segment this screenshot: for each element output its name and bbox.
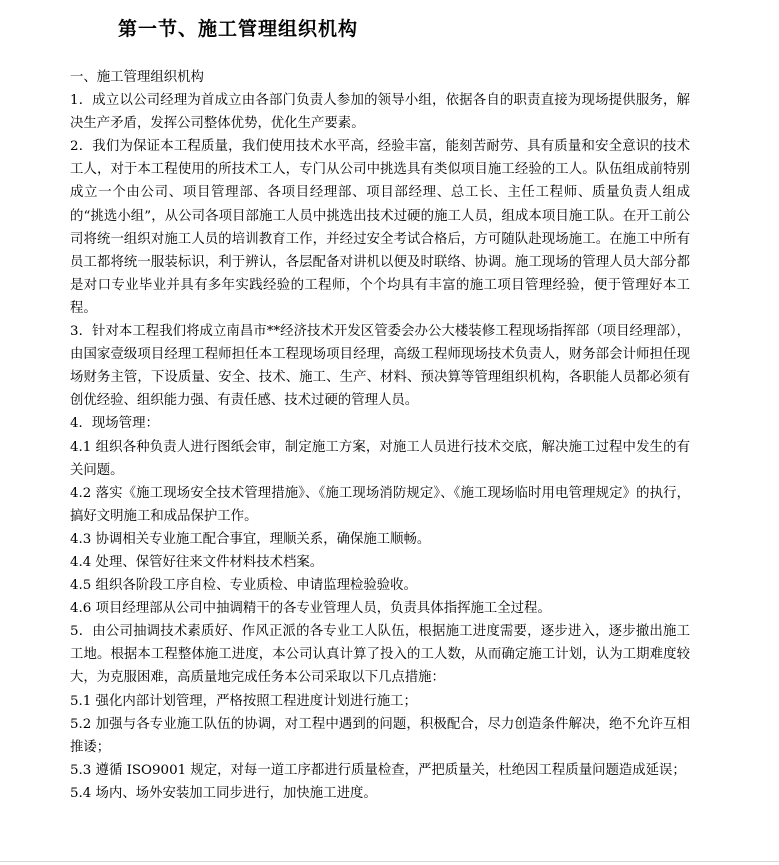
paragraph-5-2: 5.2 加强与各专业施工队伍的协调，对工程中遇到的问题，积极配合，尽力创造条件解决，绝不允许互相推诿； [70,716,690,755]
paragraph-4-2: 4.2 落实《施工现场安全技术管理措施》、《施工现场消防规定》、《施工现场临时用电管理规定》的执行，搞好文明施工和成品保护工作。 [70,485,690,524]
paragraph-3: 3．针对本工程我们将成立南昌市**经济技术开发区管委会办公大楼装修工程现场指挥部（项目经理部），由国家壹级项目经理工程师担任本工程现场项目经理，高级工程师现场技术负责人，财务部会计师担任现场财务主管，下设质量、安全、技术、施工、生产、材料、预决算等管理组织机构，各职能人员都必须有创优经验、组织能力强、有责任感、技术过硬的管理人员。 [70,324,690,409]
paragraph-4-6: 4.6 项目经理部从公司中抽调精干的各专业管理人员，负责具体指挥施工全过程。 [70,601,551,617]
paragraph-4-3: 4.3 协调相关专业施工配合事宜，理顺关系，确保施工顺畅。 [70,531,431,547]
paragraph-5-4: 5.4 场内、场外安装加工同步进行，加快施工进度。 [70,785,377,801]
paragraph-4-4: 4.4 处理、保管好往来文件材料技术档案。 [70,554,324,570]
paragraph-2: 2．我们为保证本工程质量，我们使用技术水平高，经验丰富，能刻苦耐劳、具有质量和安全意识的技术工人，对于本工程使用的所技术工人，专门从公司中挑选具有类似项目施工经验的工人。队伍组成前特别成立一个由公司、项目管理部、各项目经理部、项目部经理、总工长、主任工程师、质量负责人组成的“挑选小组”，从公司各项目部施工人员中挑选出技术过硬的施工人员，组成本项目施工队。在开工前公司将统一组织对施工人员的培训教育工作，并经过安全考试合格后，方可随队赴现场施工。在施工中所有员工都将统一服装标识，利于辨认，各层配备对讲机以便及时联络、协调。施工现场的管理人员大部分都是对口专业毕业并具有多年实践经验的工程师，个个均具有丰富的施工项目管理经验，便于管理好本工程。 [70,139,690,316]
heading-organization: 一、施工管理组织机构 [70,70,204,85]
paragraph-5-3: 5.3 遵循 ISO9001 规定，对每一道工序都进行质量检查，严把质量关，杜绝因工程质量问题造成延误； [70,762,686,778]
paragraph-4-5: 4.5 组织各阶段工序自检、专业质检、申请监理检验验收。 [70,578,417,594]
paragraph-5: 5．由公司抽调技术素质好、作风正派的各专业工人队伍，根据施工进度需要，逐步进入，逐步撤出施工工地。根据本工程整体施工进度，本公司认真计算了投入的工人数，从而确定施工计划，认为工期难度较大，为克服困难，高质量地完成任务本公司采取以下几点措施： [70,624,690,686]
paragraph-1: 1．成立以公司经理为首成立由各部门负责人参加的领导小组，依据各自的职责直接为现场提供服务，解决生产矛盾，发挥公司整体优势，优化生产要素。 [70,93,690,132]
paragraph-4-1: 4.1 组织各种负责人进行图纸会审，制定施工方案，对施工人员进行技术交底，解决施工过程中发生的有关问题。 [70,439,690,478]
paragraph-4: 4．现场管理： [70,416,159,432]
page-bottom-divider [0,861,779,862]
paragraph-5-1: 5.1 强化内部计划管理，严格按照工程进度计划进行施工； [70,693,417,709]
section-title: 第一节、施工管理组织机构 [118,18,359,40]
document-body [70,66,690,805]
